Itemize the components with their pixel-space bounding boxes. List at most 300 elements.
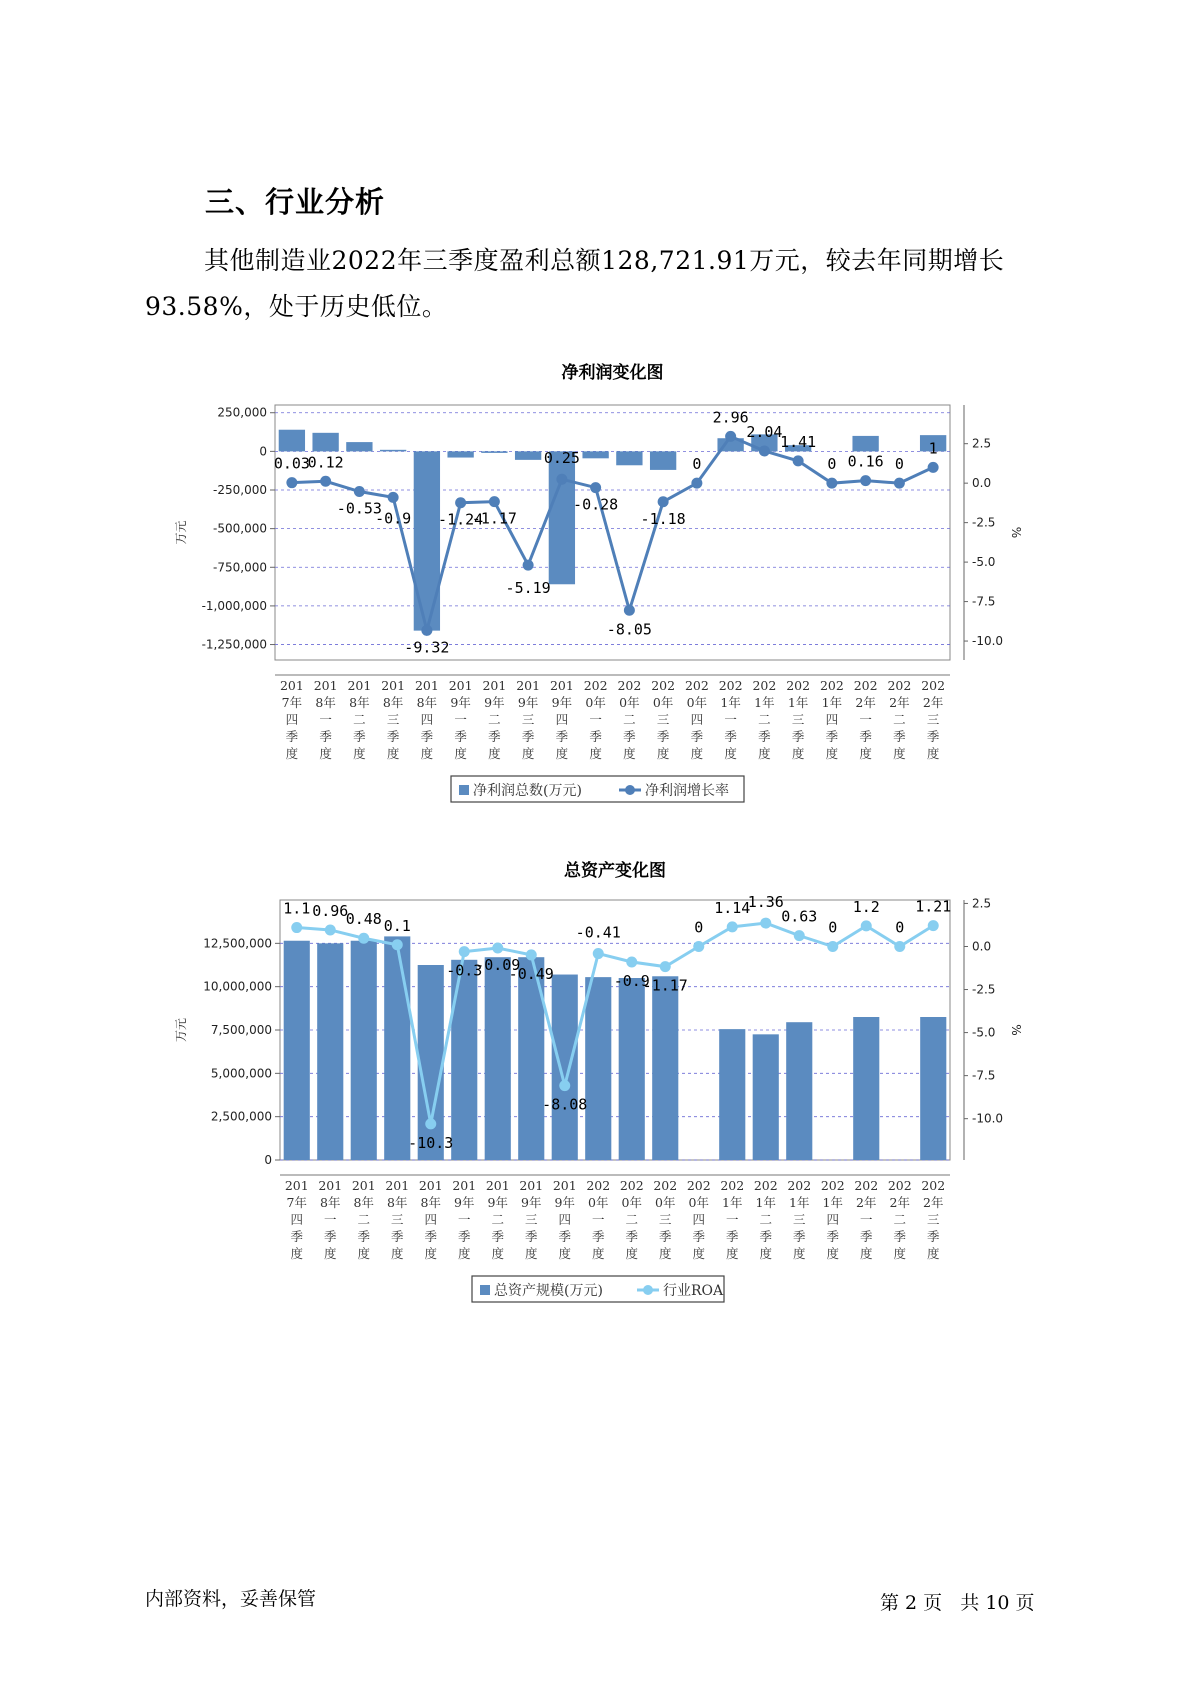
data-label: -5.19 [505, 579, 551, 598]
bar [380, 450, 406, 452]
bar [418, 965, 444, 1160]
x-tick-label: 201 [381, 678, 406, 693]
x-tick-label: 季 [353, 729, 366, 744]
data-label: -0.41 [575, 923, 621, 942]
bar [481, 451, 507, 453]
x-tick-label: 度 [825, 746, 839, 761]
y2-axis-unit: % [1009, 526, 1023, 539]
x-tick-label: 201 [284, 1178, 309, 1193]
x-tick-label: 季 [420, 729, 434, 744]
line-point [626, 956, 637, 967]
line-point [489, 496, 500, 507]
x-tick-label: 度 [555, 746, 569, 761]
x-tick-label: 二 [893, 1212, 907, 1227]
section-heading: 三、行业分析 [205, 185, 386, 219]
line-point [861, 920, 872, 931]
x-tick-label: 四 [692, 1212, 706, 1227]
x-tick-label: 度 [724, 746, 737, 761]
x-tick-label: 202 [753, 1178, 778, 1193]
x-tick-label: 一 [859, 712, 872, 727]
data-label: -8.08 [542, 1095, 588, 1114]
x-tick-label: 度 [759, 1246, 773, 1261]
x-tick-label: 度 [524, 1246, 538, 1261]
y-tick-label: -1,250,000 [201, 637, 267, 652]
x-tick-label: 一 [591, 1212, 605, 1227]
data-label: 0.12 [307, 453, 344, 472]
line-point [691, 478, 702, 489]
data-label: 1.1 [283, 899, 311, 918]
line-point [325, 924, 336, 935]
y2-axis-unit: % [1009, 1024, 1023, 1036]
data-label: 0 [694, 918, 704, 937]
x-tick-label: 四 [285, 712, 299, 727]
x-tick-label: 2年 [922, 695, 944, 710]
x-tick-label: 季 [591, 1229, 605, 1244]
data-label: -9.32 [404, 638, 450, 657]
x-tick-label: 202 [583, 678, 608, 693]
x-tick-label: 202 [887, 678, 912, 693]
line-point [526, 949, 537, 960]
x-tick-label: 202 [887, 1178, 912, 1193]
x-tick-label: 四 [290, 1212, 304, 1227]
x-tick-label: 季 [724, 729, 737, 744]
line-point [459, 946, 470, 957]
x-tick-label: 四 [558, 1212, 572, 1227]
x-tick-label: 度 [420, 746, 434, 761]
x-tick-label: 8年 [349, 695, 370, 710]
y2-tick-label: -5.0 [972, 1025, 996, 1040]
bar [451, 960, 477, 1160]
x-tick-label: 201 [313, 678, 338, 693]
x-tick-label: 8年 [353, 1195, 374, 1210]
data-label: 0 [894, 455, 904, 474]
x-tick-label: 7年 [286, 1195, 307, 1210]
x-tick-label: 201 [482, 678, 507, 693]
x-tick-label: 201 [279, 678, 304, 693]
x-tick-label: 季 [658, 1229, 672, 1244]
y-axis-unit: 万元 [174, 520, 188, 545]
line-point [590, 482, 601, 493]
line-point [559, 1080, 570, 1091]
bar [351, 941, 377, 1160]
bar [719, 1029, 745, 1160]
x-tick-label: 四 [826, 1212, 840, 1227]
x-tick-label: 202 [718, 678, 743, 693]
x-tick-label: 季 [758, 729, 771, 744]
data-label: 0.48 [345, 910, 382, 929]
x-tick-label: 2年 [889, 695, 910, 710]
x-tick-label: 季 [893, 1229, 907, 1244]
x-tick-label: 季 [521, 729, 535, 744]
y2-tick-label: 0.0 [972, 939, 992, 954]
line-point [354, 486, 365, 497]
x-tick-label: 202 [854, 1178, 879, 1193]
bar [786, 1022, 812, 1160]
x-tick-label: 度 [591, 1246, 605, 1261]
x-tick-label: 二 [353, 712, 366, 727]
x-tick-label: 0年 [619, 695, 640, 710]
bar [284, 941, 310, 1160]
net-profit-legend-line-marker [625, 785, 635, 795]
data-label: -0.49 [508, 964, 554, 983]
y-tick-label: -750,000 [213, 560, 267, 575]
x-tick-label: 度 [386, 746, 400, 761]
data-label: 1.36 [747, 893, 784, 912]
bar [582, 451, 608, 458]
x-tick-label: 季 [893, 729, 906, 744]
x-tick-label: 季 [357, 1229, 371, 1244]
x-tick-label: 季 [424, 1229, 438, 1244]
series-line [292, 436, 933, 630]
x-tick-label: 8年 [387, 1195, 408, 1210]
line-point [793, 455, 804, 466]
total-assets-legend-bar-swatch [480, 1285, 490, 1295]
x-tick-label: 季 [690, 729, 704, 744]
y2-tick-label: 2.5 [972, 896, 992, 911]
bar [920, 1017, 946, 1160]
x-tick-label: 二 [759, 1212, 773, 1227]
data-label: 0 [827, 455, 837, 474]
x-tick-label: 一 [859, 1212, 873, 1227]
x-tick-label: 201 [448, 678, 473, 693]
x-tick-label: 季 [792, 1229, 806, 1244]
x-tick-label: 三 [791, 712, 805, 727]
x-tick-label: 度 [926, 1246, 940, 1261]
bar [384, 936, 410, 1160]
bar [515, 451, 541, 460]
y-tick-label: 5,000,000 [210, 1066, 272, 1081]
x-tick-label: 三 [524, 1212, 538, 1227]
x-tick-label: 9年 [450, 695, 471, 710]
x-tick-label: 201 [418, 1178, 443, 1193]
net-profit-legend-line: 净利润增长率 [645, 783, 729, 799]
x-tick-label: 9年 [554, 1195, 575, 1210]
x-tick-label: 9年 [487, 1195, 508, 1210]
line-point [556, 474, 567, 485]
x-tick-label: 202 [686, 1178, 711, 1193]
y-tick-label: 0 [259, 444, 267, 459]
x-tick-label: 四 [825, 712, 839, 727]
x-tick-label: 202 [787, 1178, 812, 1193]
line-point [388, 492, 399, 503]
x-tick-label: 度 [791, 746, 805, 761]
x-tick-label: 二 [357, 1212, 371, 1227]
x-tick-label: 8年 [315, 695, 336, 710]
x-tick-label: 季 [656, 729, 670, 744]
x-tick-label: 季 [926, 1229, 940, 1244]
data-label: -0.3 [446, 961, 483, 980]
total-assets-legend-line-marker [643, 1285, 653, 1295]
x-tick-label: 度 [353, 746, 366, 761]
footer-confidential-note: 内部资料，妥善保管 [145, 1588, 317, 1610]
chart-title: 净利润变化图 [561, 363, 664, 383]
line-point [320, 476, 331, 487]
net-profit-legend-bar-swatch [459, 785, 469, 795]
x-tick-label: 7年 [281, 695, 303, 710]
bar [447, 451, 473, 457]
footer-page-number: 第 2 页 共 10 页 [880, 1592, 1035, 1614]
x-tick-label: 季 [454, 729, 467, 744]
y2-tick-label: -10.0 [972, 1111, 1004, 1126]
x-tick-label: 一 [457, 1212, 471, 1227]
summary-paragraph: 其他制造业2022年三季度盈利总额128,721.91万元，较去年同期增长93.58%，处于历史低位。 [145, 246, 1005, 321]
x-tick-label: 201 [452, 1178, 477, 1193]
x-tick-label: 季 [692, 1229, 706, 1244]
y2-tick-label: -7.5 [972, 1068, 996, 1083]
data-label: -8.05 [606, 620, 652, 639]
line-point [894, 941, 905, 952]
y-tick-label: 250,000 [217, 405, 267, 420]
x-tick-label: 8年 [320, 1195, 341, 1210]
x-tick-label: 度 [390, 1246, 404, 1261]
line-point [291, 922, 302, 933]
x-tick-label: 度 [319, 746, 332, 761]
x-tick-label: 2年 [855, 695, 876, 710]
x-tick-label: 202 [619, 1178, 644, 1193]
x-tick-label: 0年 [655, 1195, 676, 1210]
x-tick-label: 9年 [521, 1195, 542, 1210]
y2-tick-label: -10.0 [972, 634, 1004, 649]
x-tick-label: 季 [319, 729, 332, 744]
x-tick-label: 201 [485, 1178, 510, 1193]
y-tick-label: 7,500,000 [210, 1023, 272, 1037]
x-tick-label: 1年 [822, 1195, 843, 1210]
x-tick-label: 202 [820, 1178, 845, 1193]
y-tick-label: -1,000,000 [201, 598, 267, 613]
x-tick-label: 三 [926, 1212, 940, 1227]
x-tick-label: 201 [552, 1178, 577, 1193]
bar [619, 978, 645, 1160]
data-label: 1 [928, 439, 938, 458]
x-tick-label: 季 [457, 1229, 471, 1244]
y-tick-label: 2,500,000 [210, 1109, 272, 1124]
x-tick-label: 度 [285, 746, 299, 761]
line-point [523, 560, 534, 571]
x-tick-label: 202 [752, 678, 777, 693]
x-tick-label: 202 [921, 678, 946, 693]
line-point [358, 933, 369, 944]
data-label: -0.9 [613, 971, 650, 990]
x-tick-label: 201 [414, 678, 439, 693]
y-tick-label: 0 [264, 1153, 272, 1167]
x-tick-label: 季 [791, 729, 805, 744]
line-point [725, 431, 736, 442]
x-tick-label: 季 [859, 1229, 873, 1244]
x-tick-label: 季 [290, 1229, 304, 1244]
x-tick-label: 季 [555, 729, 569, 744]
x-tick-label: 1年 [789, 1195, 810, 1210]
x-tick-label: 季 [589, 729, 602, 744]
x-tick-label: 201 [351, 1178, 376, 1193]
x-tick-label: 0年 [688, 1195, 709, 1210]
data-label: 0.03 [273, 454, 310, 473]
bar [312, 433, 338, 452]
x-tick-label: 度 [690, 746, 704, 761]
bar [346, 442, 372, 451]
x-tick-label: 季 [524, 1229, 538, 1244]
line-point [624, 605, 635, 616]
x-tick-label: 度 [290, 1246, 304, 1261]
data-label: 2.04 [746, 422, 783, 441]
x-tick-label: 9年 [484, 695, 505, 710]
y-tick-label: -250,000 [213, 483, 267, 497]
line-point [827, 941, 838, 952]
x-tick-label: 一 [323, 1212, 337, 1227]
line-point [794, 930, 805, 941]
data-label: 0 [895, 918, 905, 937]
line-point [455, 497, 466, 508]
x-tick-label: 三 [390, 1212, 404, 1227]
line-point [660, 961, 671, 972]
x-tick-label: 201 [516, 678, 541, 693]
line-point [658, 496, 669, 507]
x-tick-label: 度 [521, 746, 535, 761]
x-tick-label: 度 [893, 1246, 907, 1261]
x-tick-label: 度 [859, 746, 872, 761]
data-label: 0.63 [781, 907, 818, 926]
net-profit-legend-bar: 净利润总数(万元) [473, 783, 582, 799]
data-label: -10.3 [408, 1133, 454, 1152]
bar [616, 451, 642, 465]
data-label: -0.9 [375, 509, 412, 528]
x-tick-label: 2年 [856, 1195, 877, 1210]
line-point [421, 625, 432, 636]
x-tick-label: 201 [318, 1178, 343, 1193]
data-label: -1.17 [642, 976, 688, 995]
data-label: -1.17 [471, 509, 517, 528]
bar [650, 451, 676, 470]
x-tick-label: 度 [357, 1246, 371, 1261]
x-tick-label: 度 [623, 746, 636, 761]
data-label: 1.2 [852, 897, 880, 916]
x-tick-label: 2年 [923, 1195, 944, 1210]
total-assets-legend-bar: 总资产规模(万元) [494, 1283, 603, 1299]
x-tick-label: 201 [385, 1178, 410, 1193]
data-label: 1.41 [780, 432, 817, 451]
x-tick-label: 0年 [585, 695, 606, 710]
x-tick-label: 度 [893, 746, 906, 761]
x-tick-label: 9年 [454, 1195, 475, 1210]
line-point [392, 939, 403, 950]
x-tick-label: 202 [617, 678, 642, 693]
x-tick-label: 二 [893, 712, 906, 727]
y-tick-label: 10,000,000 [203, 979, 272, 994]
data-label: 0.96 [312, 901, 349, 920]
x-tick-label: 三 [656, 712, 670, 727]
bar [317, 943, 343, 1160]
x-tick-label: 季 [926, 729, 940, 744]
data-label: -1.24 [438, 510, 484, 529]
x-tick-label: 三 [926, 712, 940, 727]
y-tick-label: 12,500,000 [203, 936, 272, 951]
x-tick-label: 202 [586, 1178, 611, 1193]
x-tick-label: 季 [825, 729, 839, 744]
data-label: 0.16 [847, 452, 884, 471]
x-tick-label: 9年 [551, 695, 573, 710]
x-tick-label: 度 [589, 746, 602, 761]
x-tick-label: 三 [521, 712, 535, 727]
y2-tick-label: -2.5 [972, 982, 996, 997]
x-tick-label: 1年 [821, 695, 843, 710]
x-tick-label: 0年 [621, 1195, 642, 1210]
data-label: 0.25 [543, 449, 580, 468]
x-tick-label: 季 [625, 1229, 639, 1244]
x-tick-label: 二 [488, 712, 501, 727]
bar [585, 977, 611, 1160]
line-point [593, 948, 604, 959]
line-point [727, 921, 738, 932]
line-point [928, 462, 939, 473]
x-tick-label: 202 [921, 1178, 946, 1193]
x-tick-label: 202 [720, 1178, 745, 1193]
x-tick-label: 二 [758, 712, 771, 727]
x-tick-label: 8年 [382, 695, 404, 710]
x-tick-label: 度 [725, 1246, 739, 1261]
x-tick-label: 201 [347, 678, 372, 693]
chart-title: 总资产变化图 [564, 861, 666, 881]
data-label: -0.53 [336, 499, 382, 518]
x-tick-label: 度 [558, 1246, 572, 1261]
bar [852, 436, 878, 451]
x-tick-label: 度 [625, 1246, 639, 1261]
x-tick-label: 度 [692, 1246, 706, 1261]
x-tick-label: 二 [491, 1212, 505, 1227]
x-tick-label: 四 [420, 712, 434, 727]
bar [652, 976, 678, 1160]
y2-tick-label: -7.5 [972, 594, 996, 609]
bar [414, 451, 440, 630]
x-tick-label: 度 [792, 1246, 806, 1261]
x-tick-label: 三 [792, 1212, 806, 1227]
x-tick-label: 一 [589, 712, 602, 727]
x-tick-label: 8年 [416, 695, 438, 710]
line-point [894, 478, 905, 489]
x-tick-label: 202 [651, 678, 676, 693]
bar [853, 1017, 879, 1160]
x-tick-label: 202 [819, 678, 844, 693]
line-point [759, 445, 770, 456]
x-tick-label: 季 [390, 1229, 404, 1244]
x-tick-label: 度 [926, 746, 940, 761]
x-tick-label: 1年 [720, 695, 741, 710]
y2-tick-label: 2.5 [972, 436, 992, 451]
data-label: -0.28 [573, 495, 619, 514]
x-tick-label: 202 [853, 678, 878, 693]
x-tick-label: 季 [488, 729, 501, 744]
x-tick-label: 一 [319, 712, 332, 727]
x-tick-label: 2年 [889, 1195, 910, 1210]
x-tick-label: 三 [386, 712, 400, 727]
x-tick-label: 季 [386, 729, 400, 744]
x-tick-label: 季 [826, 1229, 840, 1244]
bar [279, 430, 305, 452]
line-point [425, 1118, 436, 1129]
line-point [826, 478, 837, 489]
x-tick-label: 度 [658, 1246, 672, 1261]
chart-svg [0, 350, 1191, 810]
line-point [928, 920, 939, 931]
data-label: 1.14 [714, 898, 751, 917]
data-label: -1.18 [640, 509, 686, 528]
x-tick-label: 1年 [787, 695, 809, 710]
x-tick-label: 二 [623, 712, 636, 727]
line-point [860, 475, 871, 486]
x-tick-label: 季 [859, 729, 872, 744]
x-tick-label: 度 [323, 1246, 337, 1261]
x-tick-label: 季 [725, 1229, 739, 1244]
y-tick-label: -500,000 [213, 521, 267, 536]
line-point [286, 477, 297, 488]
